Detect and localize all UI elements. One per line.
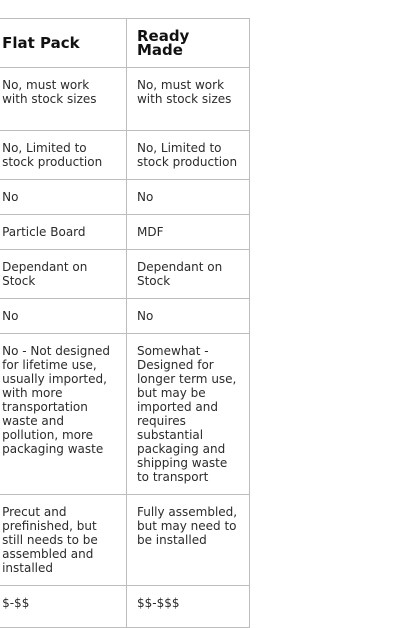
- table-row: [0, 180, 250, 215]
- table-row: [0, 215, 250, 250]
- table-cell: No: [0, 180, 126, 215]
- table-cell: No: [0, 299, 126, 334]
- table-cell: Somewhat - Designed for longer term use, but may be imported and requires substantial packaging and shipping waste to transport: [126, 334, 249, 495]
- table-cell: No - Not designed for lifetime use, usually imported, with more transportation waste and pollution, more packaging waste: [0, 334, 126, 495]
- table-cell: $-$$: [0, 586, 126, 628]
- table-cell: Dependant on Stock: [0, 250, 126, 299]
- table-cell: No, must work with stock sizes: [126, 68, 249, 131]
- table-cell: No: [126, 299, 249, 334]
- table-cell: Dependant on Stock: [126, 250, 249, 299]
- table-row: [0, 334, 250, 495]
- header-row: [0, 19, 250, 68]
- table-cell: $$-$$$: [126, 586, 249, 628]
- table-row: [0, 68, 250, 131]
- table-cell: No: [126, 180, 249, 215]
- table-cell: Precut and prefinished, but still needs to be assembled and installed: [0, 495, 126, 586]
- table-cell: Fully assembled, but may need to be installed: [126, 495, 249, 586]
- table-row: [0, 586, 250, 628]
- table-row: [0, 131, 250, 180]
- table-cell: MDF: [126, 215, 249, 250]
- table-cell: Particle Board: [0, 215, 126, 250]
- table-row: [0, 495, 250, 586]
- table-row: [0, 299, 250, 334]
- table-cell: No, must work with stock sizes: [0, 68, 126, 131]
- table-cell: No, Limited to stock production: [126, 131, 249, 180]
- header-ready-made: Ready Made: [126, 19, 249, 68]
- header-flat-pack: Flat Pack: [0, 19, 126, 68]
- comparison-table: [0, 18, 250, 628]
- table-cell: No, Limited to stock production: [0, 131, 126, 180]
- table-row: [0, 250, 250, 299]
